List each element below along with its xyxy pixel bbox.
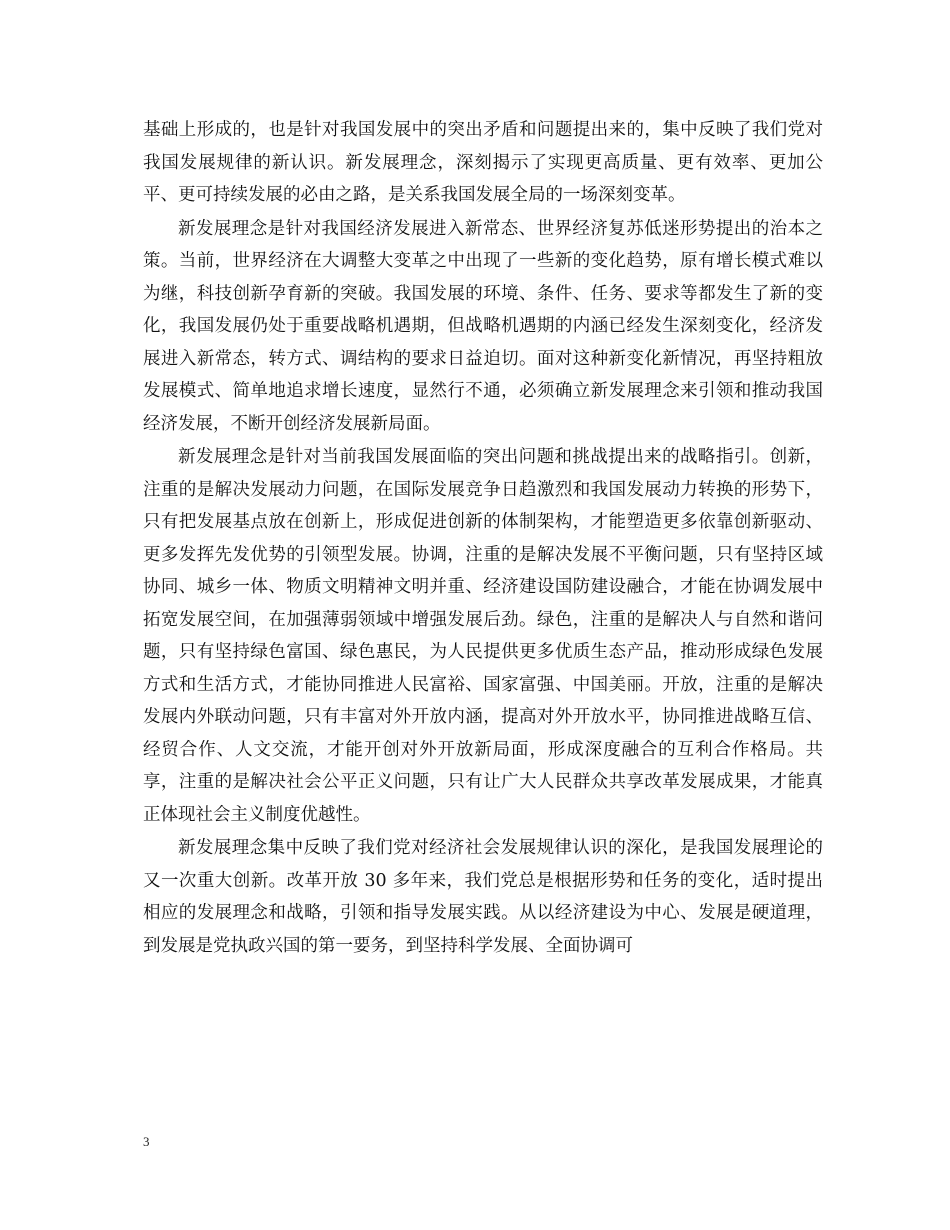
paragraph-3: 新发展理念是针对当前我国发展面临的突出问题和挑战提出来的战略指引。创新，注重的是解决发展动力问题，在国际发展竞争日趋激烈和我国发展动力转换的形势下，只有把发展基点放在创新上，形成促进创新的体制架构，才能塑造更多依靠创新驱动、更多发挥先发优势的引领型发展。协调，注重的是解决发展不平衡问题，只有坚持区域协同、城乡一体、物质文明精神文明并重、经济建设国防建设融合，才能在协调发展中拓宽发展空间，在加强薄弱领域中增强发展后劲。绿色，注重的是解决人与自然和谐问题，只有坚持绿色富国、绿色惠民，为人民提供更多优质生态产品，推动形成绿色发展方式和生活方式，才能协同推进人民富裕、国家富强、中国美丽。开放，注重的是解决发展内外联动问题，只有丰富对外开放内涵，提高对外开放水平，协同推进战略互信、经贸合作、人文交流，才能开创对外开放新局面，形成深度融合的互利合作格局。共享，注重的是解决社会公平正义问题，只有让广大人民群众共享改革发展成果，才能真正体现社会主义制度优越性。 [143, 447, 823, 825]
document-body [143, 114, 823, 962]
paragraph-1: 基础上形成的，也是针对我国发展中的突出矛盾和问题提出来的，集中反映了我们党对我国发展规律的新认识。新发展理念，深刻揭示了实现更高质量、更有效率、更加公平、更可持续发展的必由之路，是关系我国发展全局的一场深刻变革。 [143, 120, 823, 205]
page-number: 3 [143, 1134, 150, 1149]
paragraph-2: 新发展理念是针对我国经济发展进入新常态、世界经济复苏低迷形势提出的治本之策。当前，世界经济在大调整大变革之中出现了一些新的变化趋势，原有增长模式难以为继，科技创新孕育新的突破。我国发展的环境、条件、任务、要求等都发生了新的变化，我国发展仍处于重要战略机遇期，但战略机遇期的内涵已经发生深刻变化，经济发展进入新常态，转方式、调结构的要求日益迫切。面对这种新变化新情况，再坚持粗放发展模式、简单地追求增长速度，显然行不通，必须确立新发展理念来引领和推动我国经济发展，不断开创经济发展新局面。 [143, 218, 823, 434]
paragraph-4: 新发展理念集中反映了我们党对经济社会发展规律认识的深化，是我国发展理论的又一次重大创新。改革开放 30 多年来，我们党总是根据形势和任务的变化，适时提出相应的发展理念和战略，引领和指导发展实践。从以经济建设为中心、发展是硬道理，到发展是党执政兴国的第一要务，到坚持科学发展、全面协调可 [143, 838, 823, 956]
